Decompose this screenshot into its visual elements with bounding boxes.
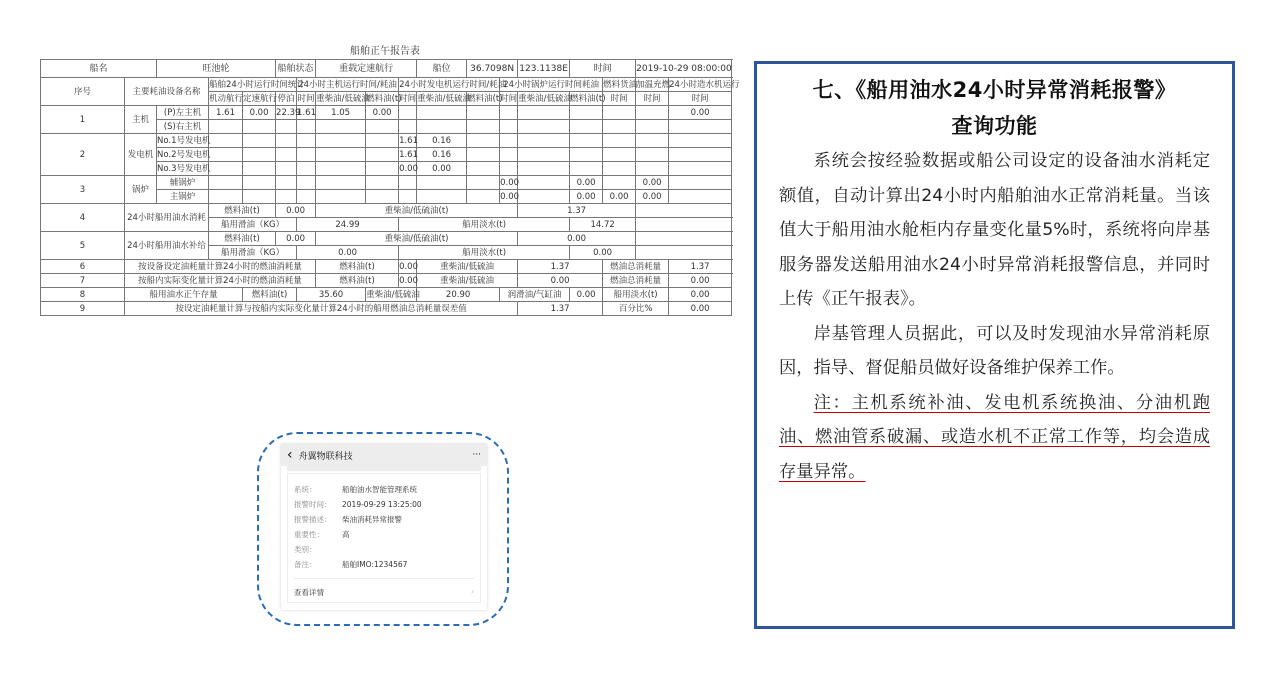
report-cell	[467, 148, 500, 162]
report-cell	[603, 106, 636, 120]
report-cell	[316, 176, 366, 190]
report-row	[41, 106, 732, 120]
report-cell	[209, 148, 243, 162]
report-cell	[366, 162, 399, 176]
report-cell	[636, 232, 732, 246]
report-cell: 0.00	[669, 288, 732, 302]
report-cell	[636, 204, 732, 218]
report-cell: 3	[41, 176, 125, 204]
panel-paragraph-2: 岸基管理人员据此，可以及时发现油水异常消耗原因，指导、督促船员做好设备维护保养工作。	[779, 323, 1210, 378]
report-cell: No.2号发电机	[157, 149, 211, 160]
report-cell	[603, 120, 636, 134]
report-cell: 0.00	[276, 232, 316, 246]
report-cell: 123.1138E	[518, 60, 570, 78]
report-cell: 锅炉	[125, 176, 157, 204]
report-cell: 0.00	[669, 302, 732, 316]
alert-field-value: 柴油消耗异常报警	[342, 515, 402, 524]
report-cell: 停泊	[277, 93, 295, 104]
report-cell: 1.05	[316, 106, 366, 120]
report-cell	[417, 176, 467, 190]
report-cell: 时间	[399, 93, 417, 104]
report-cell: 重柴油/低硫油	[417, 274, 518, 288]
report-cell	[209, 176, 243, 190]
report-cell	[636, 106, 669, 120]
report-cell: 0.00	[636, 190, 669, 204]
report-cell: 14.72	[570, 218, 636, 232]
report-cell	[669, 162, 732, 176]
report-cell	[500, 120, 518, 134]
report-cell: 时间	[297, 93, 315, 104]
report-cell: 时间	[636, 92, 669, 106]
report-cell: 燃料货油	[603, 79, 638, 90]
report-cell	[636, 134, 669, 148]
report-cell: 船位	[417, 60, 467, 78]
report-cell: 0.00	[399, 163, 418, 174]
report-row	[41, 176, 732, 190]
report-cell: 燃料油(t)	[316, 274, 399, 288]
noon-report-table	[40, 59, 740, 316]
alert-field-key: 报警描述：	[294, 515, 332, 524]
report-cell	[669, 190, 732, 204]
report-cell: 0.00	[500, 177, 520, 188]
report-cell: 旺池轮	[157, 60, 276, 78]
report-cell	[399, 106, 417, 120]
report-cell	[467, 106, 500, 120]
report-cell: 5	[41, 232, 125, 260]
report-row	[41, 288, 732, 302]
report-cell	[366, 148, 399, 162]
report-cell	[366, 134, 399, 148]
report-cell: 船舶24小时运行时间统计	[209, 79, 305, 90]
report-cell: 0.00	[518, 232, 636, 246]
report-cell	[518, 106, 570, 120]
report-cell: 燃油总消耗量	[603, 260, 669, 274]
report-cell: 发电机	[125, 134, 157, 176]
report-cell	[276, 176, 297, 190]
report-cell: 时间	[669, 92, 732, 106]
report-cell: 0.00	[669, 274, 732, 288]
report-cell: 1.61	[209, 106, 243, 120]
report-row	[41, 60, 732, 78]
report-cell	[276, 134, 297, 148]
report-cell: 主要耗油设备名称	[125, 78, 209, 106]
report-cell: (S)右主机	[157, 120, 209, 134]
report-cell: 燃油总消耗量	[603, 274, 669, 288]
report-cell: 辅锅炉	[157, 176, 209, 190]
alert-field-key: 重要性：	[294, 530, 324, 539]
report-cell	[467, 120, 500, 134]
report-cell	[603, 176, 636, 190]
report-cell: 0.00	[276, 204, 316, 218]
report-cell	[570, 106, 603, 120]
report-cell	[467, 134, 500, 148]
report-cell	[316, 120, 366, 134]
report-cell: 24小时造水机运行	[669, 79, 740, 90]
report-cell	[518, 176, 570, 190]
report-cell	[297, 190, 316, 204]
panel-paragraph-1: 系统会按经验数据或船公司设定的设备油水消耗定额值，自动计算出24小时内船舶油水正常消耗量。当该值大于船用油水舱柜内存量变化量5%时，系统将向岸基服务器发送船用油水24小时异常消耗报警信息，并同时上传《正午报表》。	[779, 151, 1210, 309]
report-cell: 0.16	[417, 148, 467, 162]
report-cell	[467, 162, 500, 176]
report-cell: 0.00	[500, 191, 520, 202]
report-cell	[467, 176, 500, 190]
alert-field	[294, 542, 474, 557]
report-cell	[669, 134, 732, 148]
report-cell	[366, 120, 399, 134]
report-cell: 24小时主机运行时间/耗油	[298, 79, 397, 90]
report-row	[41, 260, 732, 274]
report-cell: 24小时发电机运行时间/耗油	[399, 79, 507, 90]
report-cell: 2	[41, 134, 125, 176]
report-cell: 0.00	[570, 190, 603, 204]
report-cell: 重柴油/低硫油(t)	[316, 232, 518, 246]
report-cell	[297, 120, 316, 134]
phone-header-title: 舟翼物联科技	[298, 451, 353, 462]
report-cell	[243, 120, 276, 134]
more-icon[interactable]: ···	[472, 450, 481, 460]
report-cell	[399, 120, 417, 134]
report-cell: 定速航行	[243, 93, 278, 104]
report-cell	[570, 162, 603, 176]
report-cell: 0.00	[603, 190, 636, 204]
chevron-right-icon: ›	[471, 587, 474, 596]
report-cell	[518, 134, 570, 148]
report-cell: 船用滑油（KG）	[209, 246, 297, 260]
report-row	[41, 78, 732, 92]
report-cell: 0.00	[518, 274, 603, 288]
report-cell: 1.61	[399, 149, 418, 160]
report-cell: 按船内实际变化量计算24小时的燃油消耗量	[125, 274, 316, 288]
report-cell: 船舶状态	[276, 60, 316, 78]
report-cell: No.3号发电机	[157, 163, 211, 174]
report-cell: (P)左主机	[157, 106, 209, 120]
report-cell: 20.90	[417, 288, 500, 302]
phone-alert-screenshot	[281, 444, 487, 610]
report-cell	[636, 246, 732, 260]
report-cell: 35.60	[297, 288, 366, 302]
report-cell	[518, 148, 570, 162]
alert-field-key: 备注：	[294, 560, 317, 569]
report-cell: 0.00	[570, 176, 603, 190]
report-cell: 1.37	[518, 204, 636, 218]
report-cell	[518, 120, 570, 134]
report-cell: 润滑油/气缸油	[500, 288, 570, 302]
report-cell: 机动航行	[209, 93, 244, 104]
report-cell: 燃料油(t)	[467, 93, 503, 104]
report-cell: 22.39	[276, 107, 301, 118]
alert-field	[294, 497, 474, 512]
alert-field-value: 船舶油水智能管理系统	[342, 485, 417, 494]
report-cell: 时间	[500, 93, 518, 104]
report-cell	[636, 162, 669, 176]
report-cell: 按设备设定油耗量计算24小时的燃油消耗量	[125, 260, 316, 274]
report-cell: 1.61	[399, 135, 418, 146]
report-cell	[316, 148, 366, 162]
report-cell	[500, 106, 518, 120]
alert-field-value: 船舶IMO:1234567	[342, 560, 408, 569]
report-cell: 燃料油(t)	[366, 93, 402, 104]
report-cell: 燃料油(t)	[570, 93, 606, 104]
report-cell	[243, 176, 276, 190]
report-cell	[518, 190, 570, 204]
report-cell: 船用淡水(t)	[399, 246, 570, 260]
report-cell: 加温充燃	[636, 79, 671, 90]
report-cell: 24小时船用油水补给	[125, 232, 209, 260]
report-cell: 1	[41, 106, 125, 134]
report-cell	[603, 134, 636, 148]
report-cell: 0.00	[297, 246, 399, 260]
alert-field-key: 类别：	[294, 545, 317, 554]
report-cell: 船用滑油（KG）	[209, 218, 297, 232]
report-cell: 24小时船用油水消耗	[125, 204, 209, 232]
report-cell: 船用淡水(t)	[603, 288, 669, 302]
report-cell: 0.00	[669, 106, 732, 120]
cut-off-content	[287, 466, 481, 471]
view-detail-link[interactable]	[294, 578, 474, 598]
report-cell: 重柴油/低硫油	[417, 260, 518, 274]
alert-card	[287, 473, 481, 603]
report-cell	[669, 120, 732, 134]
report-cell	[417, 120, 467, 134]
report-cell	[500, 148, 518, 162]
report-cell: 序号	[41, 78, 125, 106]
report-row	[41, 134, 732, 148]
report-cell	[467, 190, 500, 204]
report-cell: 燃料油(t)	[209, 232, 276, 246]
alert-field	[294, 512, 474, 527]
report-cell	[636, 120, 669, 134]
report-cell: 0.00	[243, 106, 276, 120]
report-cell	[243, 134, 276, 148]
report-cell: 重柴油/低硫油(t)	[316, 204, 518, 218]
report-cell: 主机	[125, 106, 157, 134]
report-title: 船舶正午报告表	[350, 46, 420, 57]
report-cell: 重柴油/低硫油	[518, 93, 572, 104]
report-cell: 4	[41, 204, 125, 232]
report-cell: 时间	[603, 92, 636, 106]
alert-field-key: 报警时间：	[294, 500, 332, 509]
phone-header	[281, 444, 487, 466]
report-cell: 6	[41, 260, 125, 274]
report-cell: 8	[41, 288, 125, 302]
report-cell: 燃料油(t)	[316, 260, 399, 274]
report-cell	[209, 120, 243, 134]
report-cell	[399, 190, 417, 204]
report-cell	[636, 218, 732, 232]
report-cell: 重载定速航行	[316, 60, 417, 78]
report-cell: 0.00	[570, 246, 636, 260]
report-cell: 7	[41, 274, 125, 288]
report-cell	[417, 190, 467, 204]
report-cell	[399, 176, 417, 190]
report-cell	[209, 190, 243, 204]
report-cell	[603, 162, 636, 176]
report-cell	[417, 106, 467, 120]
report-cell: 重柴油/低硫油	[366, 289, 420, 300]
report-cell	[603, 148, 636, 162]
report-cell	[276, 120, 297, 134]
alert-field	[294, 557, 474, 572]
report-cell: 0.00	[399, 275, 418, 286]
report-cell	[570, 148, 603, 162]
report-cell: 1.37	[669, 260, 732, 274]
report-cell: 1.37	[518, 302, 603, 316]
back-icon[interactable]: ‹	[287, 447, 293, 463]
panel-note: 注：主机系统补油、发电机系统换油、分油机跑油、燃油管系破漏、或造水机不正常工作等，均会造成存量异常。	[779, 392, 1210, 482]
report-cell: 重柴油/低硫油	[417, 93, 471, 104]
report-cell: 按设定油耗量计算与按船内实际变化量计算24小时的船用燃油总消耗量误差值	[125, 302, 518, 316]
panel-title-line1: 七、《船用油水24小时异常消耗报警》	[812, 78, 1177, 102]
report-cell	[276, 190, 297, 204]
report-cell	[518, 162, 570, 176]
report-cell: 2019-10-29 08:00:00	[636, 60, 732, 78]
report-cell: 重柴油/低硫油	[316, 93, 370, 104]
report-cell: No.1号发电机	[157, 135, 211, 146]
report-cell	[316, 162, 366, 176]
report-row	[41, 302, 732, 316]
report-cell: 0.00	[366, 106, 399, 120]
report-cell	[297, 134, 316, 148]
report-cell	[636, 148, 669, 162]
report-cell: 主锅炉	[157, 190, 209, 204]
report-row	[41, 232, 732, 246]
report-cell: 船名	[41, 60, 157, 78]
alert-field	[294, 482, 474, 497]
panel-title-line2: 查询功能	[951, 114, 1038, 138]
report-cell: 船用淡水(t)	[399, 218, 570, 232]
report-cell: 9	[41, 302, 125, 316]
report-cell	[316, 134, 366, 148]
report-cell	[570, 134, 603, 148]
report-cell	[243, 190, 276, 204]
report-cell	[570, 120, 603, 134]
report-cell	[276, 162, 297, 176]
report-cell	[316, 190, 366, 204]
report-cell	[500, 134, 518, 148]
report-cell	[209, 134, 243, 148]
report-cell	[209, 162, 243, 176]
report-cell: 0.00	[417, 162, 467, 176]
report-cell	[500, 162, 518, 176]
report-row	[41, 274, 732, 288]
report-cell	[243, 148, 276, 162]
report-cell: 0.00	[570, 288, 603, 302]
report-cell: 燃料油(t)	[209, 204, 276, 218]
alert-field-value: 2019-09-29 13:25:00	[342, 500, 422, 509]
report-cell: 24.99	[297, 218, 399, 232]
report-cell: 0.00	[636, 176, 669, 190]
report-cell	[669, 148, 732, 162]
report-cell	[366, 176, 399, 190]
report-cell: 0.16	[417, 134, 467, 148]
description-panel	[754, 61, 1235, 629]
report-cell	[297, 148, 316, 162]
report-cell: 船用油水正午存量	[125, 288, 243, 302]
alert-field-key: 系统：	[294, 485, 317, 494]
view-detail-label: 查看详情	[294, 588, 324, 597]
report-cell: 燃料油(t)	[243, 288, 297, 302]
alert-field-value: 高	[342, 530, 350, 539]
alert-field	[294, 527, 474, 542]
report-cell	[297, 162, 316, 176]
report-cell	[366, 190, 399, 204]
report-cell: 0.00	[399, 261, 418, 272]
report-cell	[276, 148, 297, 162]
report-cell	[243, 162, 276, 176]
report-cell: 时间	[570, 60, 636, 78]
report-cell: 百分比%	[603, 302, 669, 316]
report-cell: 1.37	[518, 260, 603, 274]
report-cell: 24小时锅炉运行时间耗油	[500, 78, 603, 92]
report-cell: 36.7098N	[467, 60, 518, 78]
report-cell: 1.61	[297, 107, 316, 118]
report-cell	[669, 176, 732, 190]
report-row	[41, 204, 732, 218]
report-cell	[297, 176, 316, 190]
